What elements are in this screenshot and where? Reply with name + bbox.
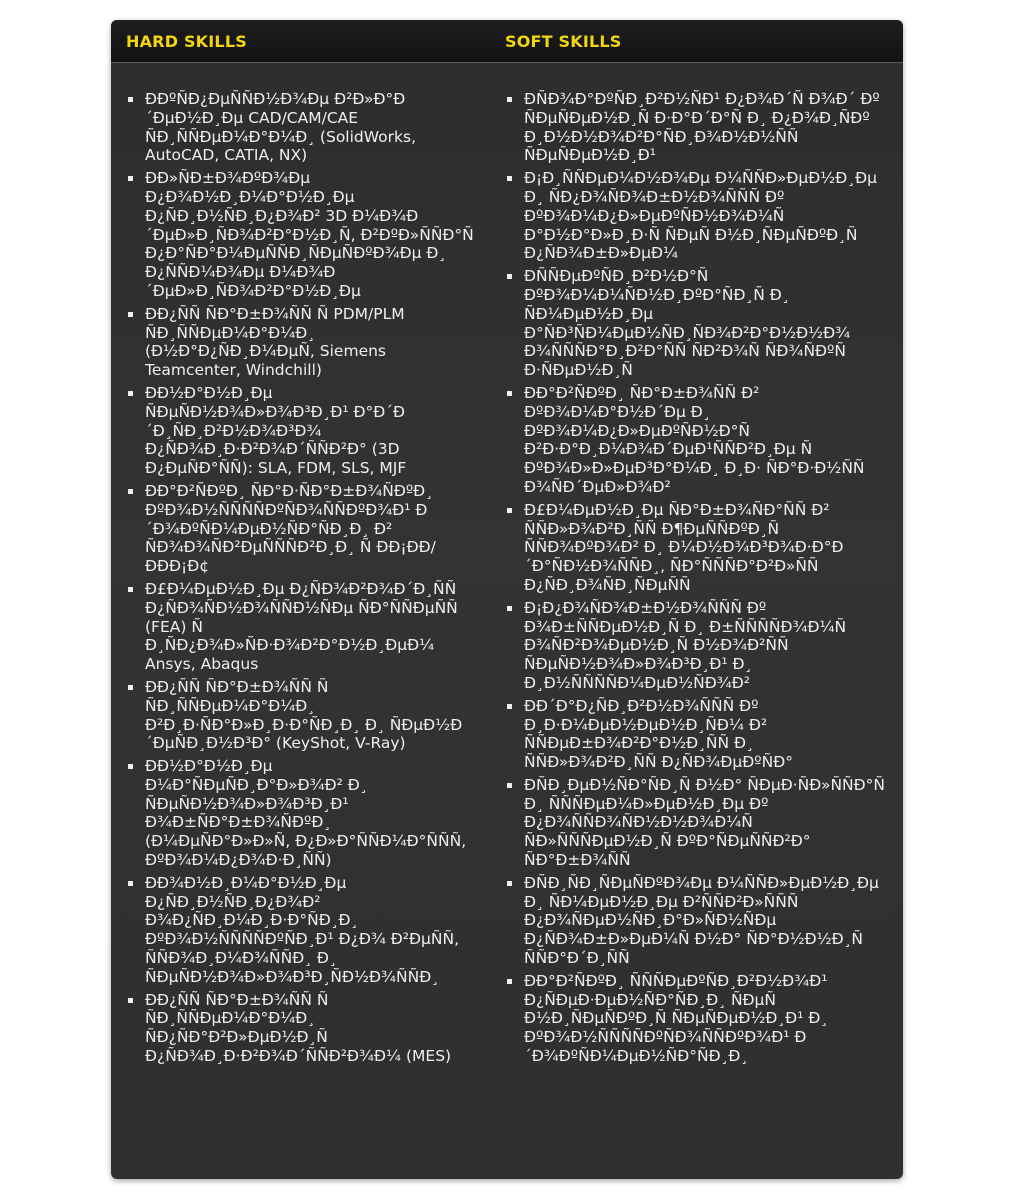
hard-skill-text: ÐÐ¿ÑÑ ÑÐ°Ð±Ð¾ÑÑ Ñ PDM/PLM ÑÐ¸ÑÑÐµÐ¼Ð°Ð¼Ð¸ (Ð½Ð°Ð¿ÑÐ¸Ð¼ÐµÑ, Siemens Teamcenter, Windchill) bbox=[145, 304, 405, 380]
bullet-icon bbox=[128, 881, 133, 886]
bullet-icon bbox=[128, 312, 133, 317]
soft-skill-text: Ð£Ð¼ÐµÐ½Ð¸Ðµ ÑÐ°Ð±Ð¾ÑÐ°ÑÑ Ð² ÑÑÐ»Ð¾Ð²Ð¸ÑÑ Ð¶ÐµÑÑÐºÐ¸Ñ ÑÑÐ¾ÐºÐ¾Ð² Ð¸ Ð¼Ð½Ð¾Ð³Ð¾Ð·Ð°Ð´Ð°ÑÐ½Ð¾ÑÑÐ¸, ÑÐ°ÑÑÑÐ°Ð²Ð»ÑÑ Ð¿ÑÐ¸Ð¾ÑÐ¸ÑÐµÑÑ bbox=[524, 500, 844, 594]
bullet-icon bbox=[128, 587, 133, 592]
bullet-icon bbox=[507, 274, 512, 279]
hard-skill-item bbox=[126, 384, 474, 478]
bullet-icon bbox=[507, 704, 512, 709]
hard-skill-item bbox=[126, 580, 474, 674]
hard-skill-item bbox=[126, 169, 474, 301]
bullet-icon bbox=[128, 764, 133, 769]
hard-skill-item bbox=[126, 305, 474, 380]
bullet-icon bbox=[507, 176, 512, 181]
soft-skill-text: Ð¡Ð¿Ð¾ÑÐ¾Ð±Ð½Ð¾ÑÑÑ Ðº Ð¾Ð±ÑÑÐµÐ½Ð¸Ñ Ð¸ Ð±ÑÑÑÑÐ¾Ð¼Ñ Ð¾ÑÐ²Ð¾ÐµÐ½Ð¸Ñ Ð½Ð¾Ð²ÑÑ ÑÐµÑÐ½Ð¾Ð»Ð¾Ð³Ð¸Ð¹ Ð¸ Ð¸Ð½ÑÑÑÑÐ¼ÐµÐ½ÑÐ¾Ð² bbox=[524, 598, 847, 692]
skills-card bbox=[111, 20, 903, 1179]
bullet-icon bbox=[128, 176, 133, 181]
soft-skill-item bbox=[505, 501, 891, 595]
bullet-icon bbox=[128, 97, 133, 102]
soft-skills-title: SOFT SKILLS bbox=[505, 32, 622, 51]
soft-skill-text: ÐÑÐ¸ÐµÐ½ÑÐ°ÑÐ¸Ñ Ð½Ð° ÑÐµÐ·ÑÐ»ÑÑÐ°Ñ Ð¸ ÑÑÑÐµÐ¼Ð»ÐµÐ½Ð¸Ðµ Ðº Ð¿Ð¾ÑÑÐ¾ÑÐ½Ð½Ð¾Ð¼Ñ ÑÐ»ÑÑÑÐµÐ½Ð¸Ñ ÐºÐ°ÑÐµÑÑÐ²Ð° ÑÐ°Ð±Ð¾ÑÑ bbox=[524, 775, 885, 870]
soft-skill-item bbox=[505, 267, 891, 380]
hard-skills-column bbox=[126, 90, 474, 1070]
soft-skill-text: ÐÐ°Ð²ÑÐºÐ¸ ÑÑÑÐµÐºÑÐ¸Ð²Ð½Ð¾Ð¹ Ð¿ÑÐµÐ·ÐµÐ½ÑÐ°ÑÐ¸Ð¸ ÑÐµÑ Ð½Ð¸ÑÐµÑÐºÐ¸Ñ ÑÐµÑÐµÐ½Ð¸Ð¹ Ð¸ ÐºÐ¾Ð½ÑÑÑÑÐºÑÐ¾ÑÑÐºÐ¾Ð¹ Ð´Ð¾ÐºÑÐ¼ÐµÐ½ÑÐ°ÑÐ¸Ð¸ bbox=[524, 971, 829, 1066]
soft-skills-list bbox=[505, 90, 891, 1066]
hard-skill-text: ÐÐºÑÐ¿ÐµÑÑÐ½Ð¾Ðµ Ð²Ð»Ð°Ð´ÐµÐ½Ð¸Ðµ CAD/CAM/CAE ÑÐ¸ÑÑÐµÐ¼Ð°Ð¼Ð¸ (SolidWorks, AutoCAD, CATIA, NX) bbox=[145, 90, 417, 165]
hard-skill-text: ÐÐ»ÑÐ±Ð¾ÐºÐ¾Ðµ Ð¿Ð¾Ð½Ð¸Ð¼Ð°Ð½Ð¸Ðµ Ð¿ÑÐ¸Ð½ÑÐ¸Ð¿Ð¾Ð² 3D Ð¼Ð¾Ð´ÐµÐ»Ð¸ÑÐ¾Ð²Ð°Ð½Ð¸Ñ, Ð²ÐºÐ»ÑÑÐ°Ñ Ð¿Ð°ÑÐ°Ð¼ÐµÑÑÐ¸ÑÐµÑÐºÐ¾Ðµ Ð¸ Ð¿ÑÑÐ¼Ð¾Ðµ Ð¼Ð¾Ð´ÐµÐ»Ð¸ÑÐ¾Ð²Ð°Ð½Ð¸Ðµ bbox=[145, 169, 474, 300]
bullet-icon bbox=[128, 489, 133, 494]
soft-skill-text: Ð¡Ð¸ÑÑÐµÐ¼Ð½Ð¾Ðµ Ð¼ÑÑÐ»ÐµÐ½Ð¸Ðµ Ð¸ ÑÐ¿Ð¾ÑÐ¾Ð±Ð½Ð¾ÑÑÑ Ðº ÐºÐ¾Ð¼Ð¿Ð»ÐµÐºÑÐ½Ð¾Ð¼Ñ Ð°Ð½Ð°Ð»Ð¸Ð·Ñ ÑÐµÑ Ð½Ð¸ÑÐµÑÐºÐ¸Ñ Ð¿ÑÐ¾Ð±Ð»ÐµÐ¼ bbox=[524, 169, 877, 263]
hard-skill-text: ÐÐ¿ÑÑ ÑÐ°Ð±Ð¾ÑÑ Ñ ÑÐ¸ÑÑÐµÐ¼Ð°Ð¼Ð¸ Ð²Ð¸Ð·ÑÐ°Ð»Ð¸Ð·Ð°ÑÐ¸Ð¸ Ð¸ ÑÐµÐ½Ð´ÐµÑÐ¸Ð½Ð³Ð° (KeyShot, V-Ray) bbox=[145, 677, 463, 753]
bullet-icon bbox=[507, 391, 512, 396]
soft-skill-item bbox=[505, 169, 891, 263]
soft-skills-column bbox=[505, 90, 891, 1070]
soft-skill-item bbox=[505, 776, 891, 870]
bullet-icon bbox=[507, 979, 512, 984]
soft-skill-item bbox=[505, 972, 891, 1066]
hard-skill-text: ÐÐ½Ð°Ð½Ð¸Ðµ Ð¼Ð°ÑÐµÑÐ¸Ð°Ð»Ð¾Ð² Ð¸ ÑÐµÑÐ½Ð¾Ð»Ð¾Ð³Ð¸Ð¹ Ð¾Ð±ÑÐ°Ð±Ð¾ÑÐºÐ¸ (Ð¼ÐµÑÐ°Ð»Ð»Ñ, Ð¿Ð»Ð°ÑÑÐ¼Ð°ÑÑÑ, ÐºÐ¾Ð¼Ð¿Ð¾Ð·Ð¸ÑÑ) bbox=[145, 757, 467, 870]
hard-skills-title: HARD SKILLS bbox=[126, 32, 247, 51]
bullet-icon bbox=[507, 783, 512, 788]
hard-skill-text: ÐÐ¿ÑÑ ÑÐ°Ð±Ð¾ÑÑ Ñ ÑÐ¸ÑÑÐµÐ¼Ð°Ð¼Ð¸ ÑÐ¿ÑÐ°Ð²Ð»ÐµÐ½Ð¸Ñ Ð¿ÑÐ¾Ð¸Ð·Ð²Ð¾Ð´ÑÑÐ²Ð¾Ð¼ (MES) bbox=[145, 990, 452, 1066]
hard-skill-text: ÐÐ°Ð²ÑÐºÐ¸ ÑÐ°Ð·ÑÐ°Ð±Ð¾ÑÐºÐ¸ ÐºÐ¾Ð½ÑÑÑÑÐºÑÐ¾ÑÑÐºÐ¾Ð¹ Ð´Ð¾ÐºÑÐ¼ÐµÐ½ÑÐ°ÑÐ¸Ð¸ Ð² ÑÐ¾Ð¾ÑÐ²ÐµÑÑÑÐ²Ð¸Ð¸ Ñ ÐÐ¡ÐÐ/ÐÐÐ¡Ð¢ bbox=[145, 481, 436, 576]
bullet-icon bbox=[507, 606, 512, 611]
skills-card-header bbox=[111, 20, 903, 63]
hard-skill-item bbox=[126, 874, 474, 987]
hard-skill-text: ÐÐ½Ð°Ð½Ð¸Ðµ ÑÐµÑÐ½Ð¾Ð»Ð¾Ð³Ð¸Ð¹ Ð°Ð´Ð´Ð¸ÑÐ¸Ð²Ð½Ð¾Ð³Ð¾ Ð¿ÑÐ¾Ð¸Ð·Ð²Ð¾Ð´ÑÑÐ²Ð° (3D Ð¿ÐµÑÐ°ÑÑ): SLA, FDM, SLS, MJF bbox=[145, 383, 407, 478]
soft-skill-text: ÐÑÐ¸ÑÐ¸ÑÐµÑÐºÐ¾Ðµ Ð¼ÑÑÐ»ÐµÐ½Ð¸Ðµ Ð¸ ÑÐ¼ÐµÐ½Ð¸Ðµ Ð²ÑÑÐ²Ð»ÑÑÑ Ð¿Ð¾ÑÐµÐ½ÑÐ¸Ð°Ð»ÑÐ½ÑÐµ Ð¿ÑÐ¾Ð±Ð»ÐµÐ¼Ñ Ð½Ð° ÑÐ°Ð½Ð½Ð¸Ñ ÑÑÐ°Ð´Ð¸ÑÑ bbox=[524, 873, 879, 968]
bullet-icon bbox=[128, 391, 133, 396]
soft-skill-item bbox=[505, 599, 891, 693]
bullet-icon bbox=[507, 97, 512, 102]
bullet-icon bbox=[128, 685, 133, 690]
hard-skill-item bbox=[126, 757, 474, 870]
soft-skill-text: ÐÑÑÐµÐºÑÐ¸Ð²Ð½Ð°Ñ ÐºÐ¾Ð¼Ð¼ÑÐ½Ð¸ÐºÐ°ÑÐ¸Ñ Ð¸ ÑÐ¼ÐµÐ½Ð¸Ðµ Ð°ÑÐ³ÑÐ¼ÐµÐ½ÑÐ¸ÑÐ¾Ð²Ð°Ð½Ð½Ð¾ Ð¾ÑÑÑÐ°Ð¸Ð²Ð°ÑÑ ÑÐ²Ð¾Ñ ÑÐ¾ÑÐºÑ Ð·ÑÐµÐ½Ð¸Ñ bbox=[524, 267, 851, 380]
soft-skill-text: ÐÑÐ¾Ð°ÐºÑÐ¸Ð²Ð½ÑÐ¹ Ð¿Ð¾Ð´Ñ Ð¾Ð´ Ðº ÑÐµÑÐµÐ½Ð¸Ñ Ð·Ð°Ð´Ð°Ñ Ð¸ Ð¿Ð¾Ð¸ÑÐº Ð¸Ð½Ð½Ð¾Ð²Ð°ÑÐ¸Ð¾Ð½Ð½ÑÑ ÑÐµÑÐµÐ½Ð¸Ð¹ bbox=[524, 90, 880, 165]
bullet-icon bbox=[507, 881, 512, 886]
bullet-icon bbox=[507, 508, 512, 513]
hard-skills-list bbox=[126, 90, 474, 1066]
soft-skill-item bbox=[505, 384, 891, 497]
hard-skill-text: ÐÐ¾Ð½Ð¸Ð¼Ð°Ð½Ð¸Ðµ Ð¿ÑÐ¸Ð½ÑÐ¸Ð¿Ð¾Ð² Ð¾Ð¿ÑÐ¸Ð¼Ð¸Ð·Ð°ÑÐ¸Ð¸ ÐºÐ¾Ð½ÑÑÑÑÐºÑÐ¸Ð¹ Ð¿Ð¾ Ð²ÐµÑÑ, ÑÑÐ¾Ð¸Ð¼Ð¾ÑÑÐ¸ Ð¸ ÑÐµÑÐ½Ð¾Ð»Ð¾Ð³Ð¸ÑÐ½Ð¾ÑÑÐ¸ bbox=[145, 873, 459, 986]
soft-skill-item bbox=[505, 90, 891, 165]
hard-skill-item bbox=[126, 678, 474, 753]
soft-skill-text: ÐÐ´Ð°Ð¿ÑÐ¸Ð²Ð½Ð¾ÑÑÑ Ðº Ð¸Ð·Ð¼ÐµÐ½ÐµÐ½Ð¸ÑÐ¼ Ð² ÑÑÐµÐ±Ð¾Ð²Ð°Ð½Ð¸ÑÑ Ð¸ ÑÑÐ»Ð¾Ð²Ð¸ÑÑ Ð¿ÑÐ¾ÐµÐºÑÐ° bbox=[524, 696, 793, 772]
bullet-icon bbox=[128, 998, 133, 1003]
soft-skill-item bbox=[505, 874, 891, 968]
hard-skill-item bbox=[126, 90, 474, 165]
hard-skill-item bbox=[126, 482, 474, 576]
soft-skill-item bbox=[505, 697, 891, 772]
hard-skill-text: Ð£Ð¼ÐµÐ½Ð¸Ðµ Ð¿ÑÐ¾Ð²Ð¾Ð´Ð¸ÑÑ Ð¿ÑÐ¾ÑÐ½Ð¾ÑÑÐ½ÑÐµ ÑÐ°ÑÑÐµÑÑ (FEA) Ñ Ð¸ÑÐ¿Ð¾Ð»ÑÐ·Ð¾Ð²Ð°Ð½Ð¸ÐµÐ¼ Ansys, Abaqus bbox=[145, 579, 458, 674]
hard-skill-item bbox=[126, 991, 474, 1066]
soft-skill-text: ÐÐ°Ð²ÑÐºÐ¸ ÑÐ°Ð±Ð¾ÑÑ Ð² ÐºÐ¾Ð¼Ð°Ð½Ð´Ðµ Ð¸ ÐºÐ¾Ð¼Ð¿Ð»ÐµÐºÑÐ½Ð°Ñ Ð²Ð·Ð°Ð¸Ð¼Ð¾Ð´ÐµÐ¹ÑÑÐ²Ð¸Ðµ Ñ ÐºÐ¾Ð»Ð»ÐµÐ³Ð°Ð¼Ð¸ Ð¸Ð· ÑÐ°Ð·Ð½ÑÑ Ð¾ÑÐ´ÐµÐ»Ð¾Ð² bbox=[524, 383, 865, 496]
